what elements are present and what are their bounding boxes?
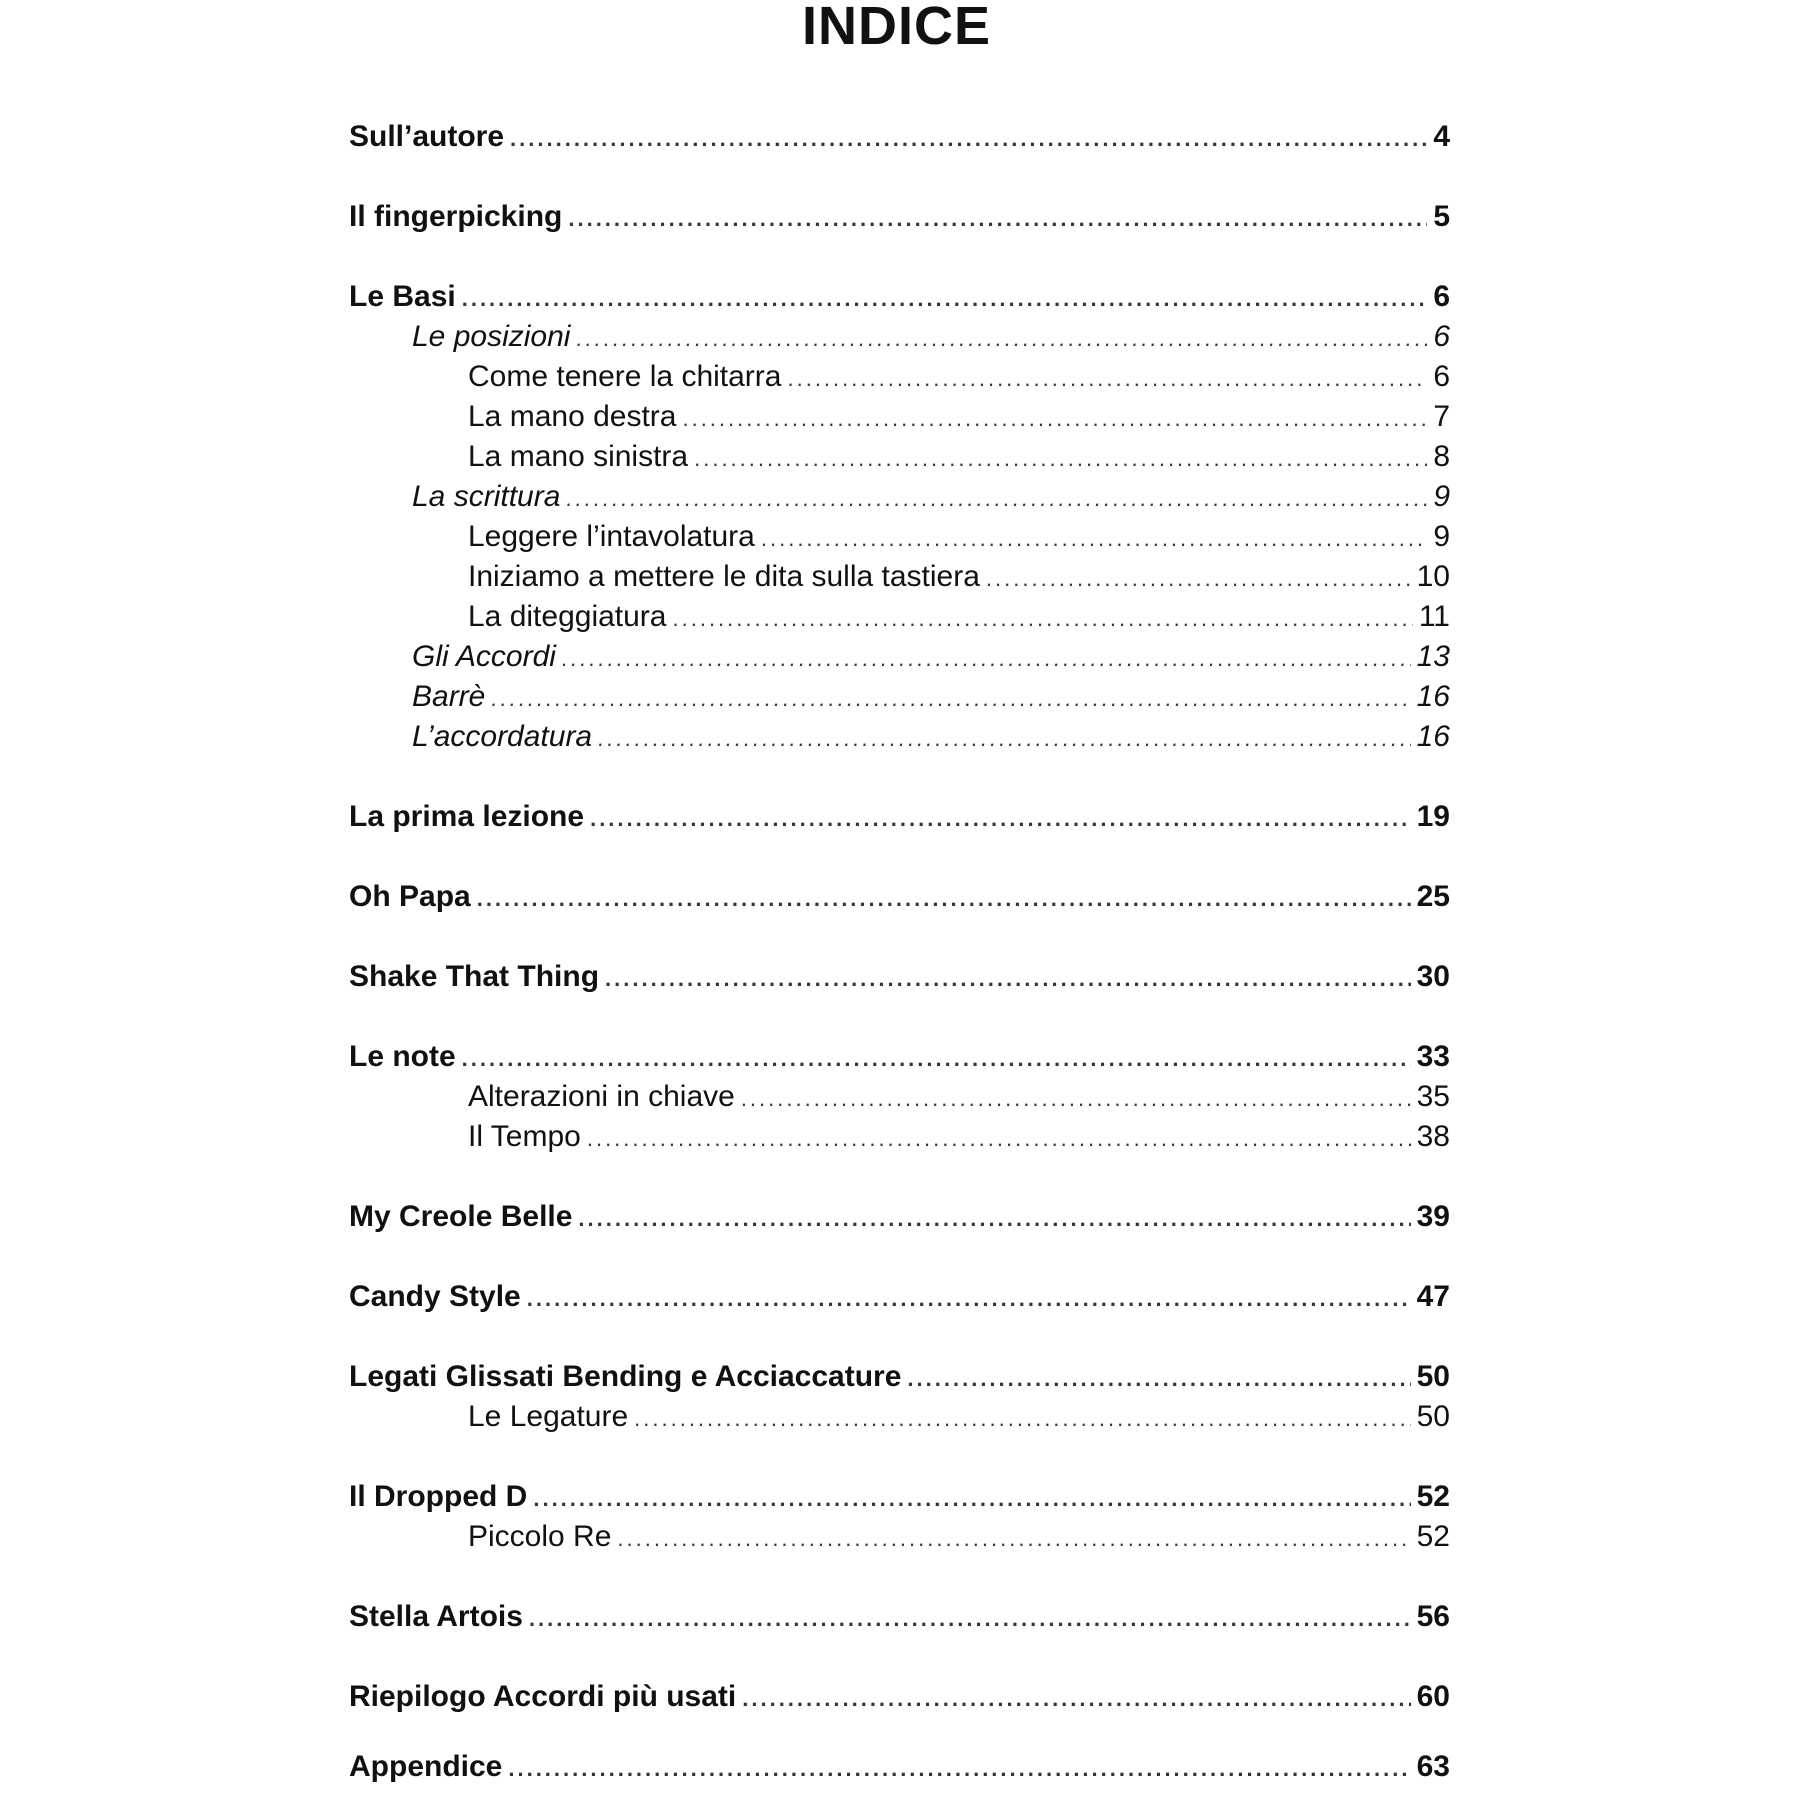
- toc-entry-label: Come tenere la chitarra: [468, 360, 782, 393]
- toc-entry-page: 6: [1433, 320, 1450, 353]
- toc-entry-label: La diteggiatura: [468, 600, 667, 633]
- toc-entry-page: 16: [1416, 720, 1450, 753]
- toc-entry-page: 47: [1416, 1280, 1450, 1313]
- toc-entry-label: Riepilogo Accordi più usati: [349, 1680, 737, 1713]
- toc-subsubentry[interactable]: [468, 597, 1450, 637]
- toc-entry[interactable]: [349, 797, 1450, 837]
- toc-entry-page: 6: [1433, 360, 1450, 393]
- toc-subsubentry[interactable]: [468, 1517, 1450, 1557]
- toc-subsubentry[interactable]: [468, 517, 1450, 557]
- toc-entry-label: Alterazioni in chiave: [468, 1080, 735, 1113]
- toc-entry-page: 16: [1416, 680, 1450, 713]
- toc-entry-label: Candy Style: [349, 1280, 521, 1313]
- page-title: INDICE: [801, 0, 991, 56]
- toc-entry[interactable]: [349, 1277, 1450, 1317]
- toc-entry-page: 50: [1416, 1400, 1450, 1433]
- toc-entry-page: 39: [1416, 1200, 1450, 1233]
- toc-entry-page: 6: [1433, 280, 1450, 313]
- toc-entry-label: Piccolo Re: [468, 1520, 612, 1553]
- toc-entry-label: La mano destra: [468, 400, 677, 433]
- toc-entry-label: Stella Artois: [349, 1600, 523, 1633]
- toc-entry[interactable]: [349, 957, 1450, 997]
- dot-leader: [673, 599, 1413, 639]
- toc-entry-label: La prima lezione: [349, 800, 585, 833]
- toc-entry-label: Il Tempo: [468, 1120, 581, 1153]
- dot-leader: [566, 479, 1427, 519]
- toc-entry-label: Le posizioni: [412, 320, 571, 353]
- toc-entry-page: 10: [1416, 560, 1450, 593]
- dot-leader: [590, 799, 1411, 839]
- toc-subentry[interactable]: [412, 637, 1450, 677]
- toc-entry-page: 5: [1433, 200, 1450, 233]
- toc-subsubentry[interactable]: [468, 1077, 1450, 1117]
- toc-entry-page: 35: [1416, 1080, 1450, 1113]
- toc-entry-label: La mano sinistra: [468, 440, 689, 473]
- dot-leader: [787, 359, 1427, 399]
- toc-entry-page: 60: [1416, 1680, 1450, 1713]
- dot-leader: [907, 1359, 1410, 1399]
- toc-entry-label: Leggere l’intavolatura: [468, 520, 755, 553]
- dot-leader: [527, 1279, 1411, 1319]
- toc-entry-page: 25: [1416, 880, 1450, 913]
- dot-leader: [694, 439, 1427, 479]
- toc-subsubentry[interactable]: [468, 557, 1450, 597]
- dot-leader: [587, 1119, 1411, 1159]
- toc-entry-label: Oh Papa: [349, 880, 471, 913]
- dot-leader: [462, 1039, 1411, 1079]
- toc-subentry[interactable]: [412, 717, 1450, 757]
- toc-entry-page: 19: [1416, 800, 1450, 833]
- toc-subentry[interactable]: [412, 677, 1450, 717]
- toc-subentry[interactable]: [412, 477, 1450, 517]
- toc-entry[interactable]: [349, 877, 1450, 917]
- toc-entry-label: Le Legature: [468, 1400, 629, 1433]
- toc-entry-page: 63: [1416, 1750, 1450, 1783]
- dot-leader: [986, 559, 1411, 599]
- toc-entry-label: L’accordatura: [412, 720, 593, 753]
- dot-leader: [562, 639, 1411, 679]
- toc-entry-page: 52: [1416, 1520, 1450, 1553]
- dot-leader: [576, 319, 1427, 359]
- toc-subsubentry[interactable]: [468, 357, 1450, 397]
- toc-entry-label: My Creole Belle: [349, 1200, 573, 1233]
- toc-subsubentry[interactable]: [468, 1117, 1450, 1157]
- toc-subsubentry[interactable]: [468, 437, 1450, 477]
- toc-entry-page: 7: [1433, 400, 1450, 433]
- dot-leader: [568, 199, 1427, 239]
- dot-leader: [605, 959, 1411, 999]
- dot-leader: [462, 279, 1428, 319]
- toc-subentry[interactable]: [412, 317, 1450, 357]
- toc-entry[interactable]: [349, 117, 1450, 157]
- dot-leader: [578, 1199, 1410, 1239]
- toc-entry-label: Shake That Thing: [349, 960, 600, 993]
- dot-leader: [508, 1749, 1410, 1789]
- dot-leader: [682, 399, 1427, 439]
- dot-leader: [533, 1479, 1410, 1519]
- toc-entry-label: Appendice: [349, 1750, 503, 1783]
- toc-entry-page: 11: [1418, 600, 1450, 633]
- toc-entry-page: 8: [1433, 440, 1450, 473]
- toc-entry[interactable]: [349, 1477, 1450, 1517]
- toc-entry[interactable]: [349, 277, 1450, 317]
- dot-leader: [598, 719, 1411, 759]
- toc-entry[interactable]: [349, 1677, 1450, 1717]
- toc-entry-page: 52: [1416, 1480, 1450, 1513]
- toc-entry-page: 30: [1416, 960, 1450, 993]
- toc-entry-page: 50: [1416, 1360, 1450, 1393]
- toc-entry-label: Le note: [349, 1040, 456, 1073]
- toc-entry-page: 33: [1416, 1040, 1450, 1073]
- toc-entry[interactable]: [349, 1597, 1450, 1637]
- dot-leader: [761, 519, 1427, 559]
- toc-entry-page: 56: [1416, 1600, 1450, 1633]
- toc-entry-label: La scrittura: [412, 480, 561, 513]
- toc-subsubentry[interactable]: [468, 397, 1450, 437]
- dot-leader: [477, 879, 1411, 919]
- toc-entry-label: Gli Accordi: [412, 640, 556, 673]
- toc-entry[interactable]: [349, 1747, 1450, 1787]
- dot-leader: [634, 1399, 1410, 1439]
- dot-leader: [617, 1519, 1410, 1559]
- toc-entry-label: Il Dropped D: [349, 1480, 528, 1513]
- toc-entry[interactable]: [349, 197, 1450, 237]
- toc-entry[interactable]: [349, 1357, 1450, 1397]
- dot-leader: [529, 1599, 1411, 1639]
- toc-entry[interactable]: [349, 1197, 1450, 1237]
- toc-entry-page: 9: [1433, 520, 1450, 553]
- toc-entry-label: Iniziamo a mettere le dita sulla tastiera: [468, 560, 980, 593]
- toc-entry-page: 4: [1433, 120, 1450, 153]
- toc-entry-label: Il fingerpicking: [349, 200, 563, 233]
- toc-entry-page: 38: [1416, 1120, 1450, 1153]
- toc-entry-page: 13: [1416, 640, 1450, 673]
- toc-subsubentry[interactable]: [468, 1397, 1450, 1437]
- toc-entry-page: 9: [1433, 480, 1450, 513]
- dot-leader: [491, 679, 1410, 719]
- toc-entry-label: Le Basi: [349, 280, 456, 313]
- toc-entry-label: Legati Glissati Bending e Acciaccature: [349, 1360, 902, 1393]
- toc-entry-label: Barrè: [412, 680, 486, 713]
- dot-leader: [742, 1679, 1410, 1719]
- dot-leader: [741, 1079, 1411, 1119]
- dot-leader: [510, 119, 1427, 159]
- toc-entry-label: Sull’autore: [349, 120, 505, 153]
- toc-entry[interactable]: [349, 1037, 1450, 1077]
